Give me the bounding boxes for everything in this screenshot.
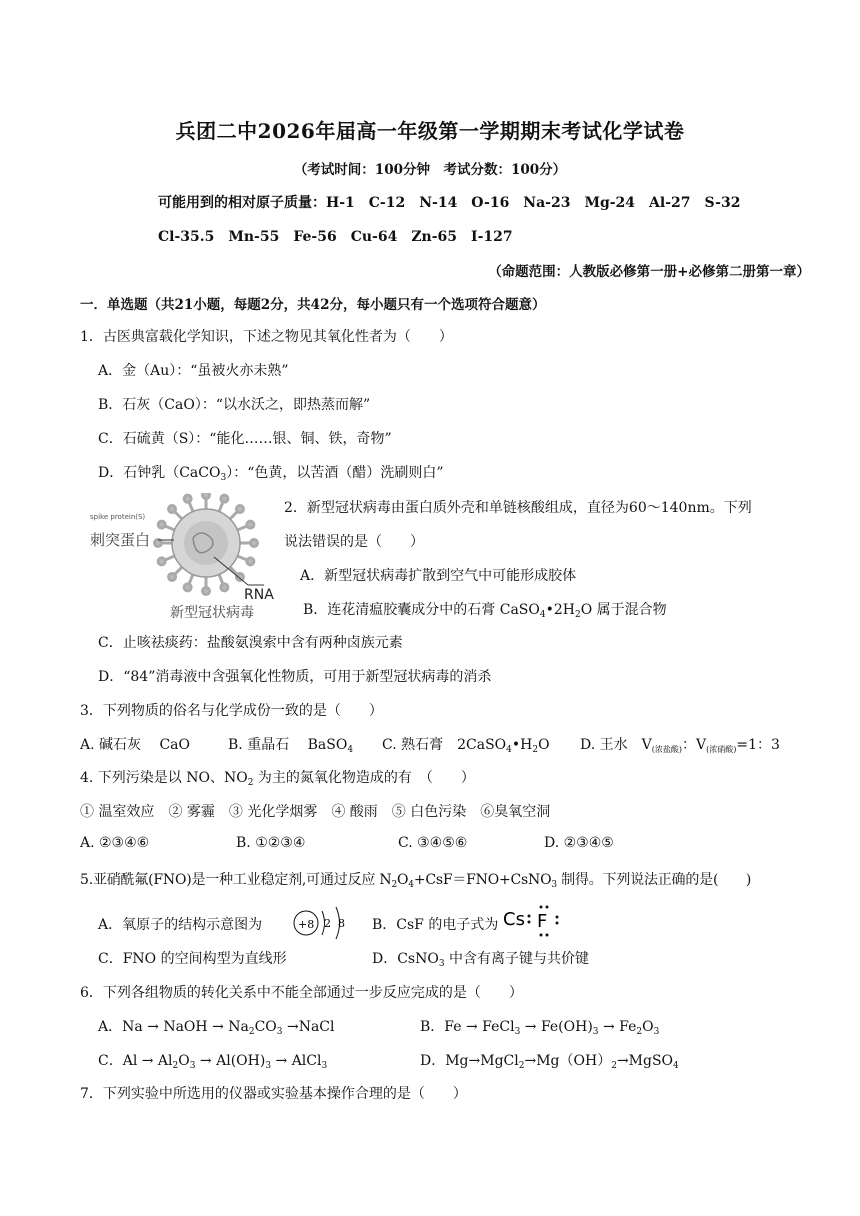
- q1-stem: 1．古医典富载化学知识，下述之物见其氧化性者为（ ）: [80, 329, 453, 345]
- f-symbol: F: [537, 911, 548, 932]
- virus-spike-tip: [203, 493, 210, 499]
- q6-option-d: D．$Mg\to MgCl_2\to Mg(OH)_2\to MgSO_4$: [420, 1053, 679, 1071]
- virus-spike-tip: [247, 521, 254, 528]
- virus-spike-tip: [158, 558, 165, 565]
- q4-items: ① 温室效应 ② 雾霾 ③ 光化学烟雾 ④ 酸雨 ⑤ 白色污染 ⑥臭氧空洞: [80, 804, 551, 820]
- q2-option-a: A．新型冠状病毒扩散到空气中可能形成胶体: [300, 568, 577, 584]
- q4-option-d: D. ②③④⑤: [544, 835, 614, 851]
- q4-option-b: B. ①②③④: [236, 835, 306, 851]
- csf-electron-formula: [503, 899, 573, 939]
- atom-shell1-label: 2: [324, 917, 331, 930]
- q3-option-c: C. 熟石膏 $2CaSO_4•H_2O$: [382, 737, 550, 755]
- q6-option-b: B．Fe → FeCl$_3$ → $Fe(OH)_3 \to Fe_2O_3$: [420, 1019, 660, 1037]
- virus-spike-tip: [236, 506, 243, 513]
- virus-spike-tip: [221, 495, 228, 502]
- q1-option-b: B．石灰（CaO）：“以水沃之，即热蒸而解”: [98, 397, 371, 413]
- virus-caption: 新型冠状病毒: [170, 605, 254, 621]
- q2-option-b: B．连花清瘟胶囊成分中的石膏 $CaSO_4•2H_2O$ 属于混合物: [303, 602, 667, 620]
- q2-stem-line1: 2．新型冠状病毒由蛋白质外壳和单链核酸组成，直径为60～140nm。下列: [284, 500, 752, 516]
- q3-option-d: D. 王水 $V_{(浓盐酸)}$：$V_{(浓硝酸)}=1$：3: [580, 737, 780, 754]
- q3-stem: 3．下列物质的俗名与化学成份一致的是（ ）: [80, 703, 383, 719]
- virus-label-spike: 刺突蛋白: [90, 531, 151, 549]
- section-heading: 一．单选题（共21小题，每题2分，共42分，每小题只有一个选项符合题意）: [80, 297, 546, 313]
- virus-label-en: spike protein(S): [90, 513, 146, 521]
- exam-info: （考试时间：100分钟 考试分数：100分）: [293, 162, 567, 178]
- cs-symbol: Cs: [503, 909, 525, 930]
- q3-option-a: A. 碱石灰 CaO: [80, 737, 190, 753]
- q4-stem: 4. 下列污染是以 NO、$NO_2$ 为主的氮氧化物造成的有 （ ）: [80, 770, 475, 788]
- virus-spike-tip: [155, 540, 162, 547]
- q5-stem: 5.亚硝酰氟(FNO)是一种工业稳定剂,可通过反应 $N_2O_4+CsF=FNO+CsNO_3$ 制得。下列说法正确的是( ): [80, 872, 752, 890]
- q4-option-c: C. ③④⑤⑥: [398, 835, 468, 851]
- exam-title: 兵团二中2026年届高一年级第一学期期末考试化学试卷: [175, 119, 685, 143]
- virus-spike-tip: [169, 506, 176, 513]
- virus-spike-tip: [203, 588, 210, 595]
- oxygen-atom-structure-diagram: [292, 905, 352, 941]
- virus-spike-tip: [169, 573, 176, 580]
- q2-option-d: D．“84”消毒液中含强氧化性物质，可用于新型冠状病毒的消杀: [98, 669, 492, 685]
- atomic-mass-line1: 可能用到的相对原子质量：H-1 C-12 N-14 O-16 Na-23 Mg-24 Al-27 S-32: [158, 195, 741, 211]
- q6-option-a: A．Na → NaOH → $Na_2CO_3$ →NaCl: [98, 1019, 335, 1037]
- atomic-mass-line2: Cl-35.5 Mn-55 Fe-56 Cu-64 Zn-65 I-127: [158, 229, 513, 245]
- q4-option-a: A. ②③④⑥: [80, 835, 150, 851]
- q5-option-a: A．氧原子的结构示意图为: [98, 917, 263, 933]
- q7-stem: 7．下列实验中所选用的仪器或实验基本操作合理的是（ ）: [80, 1086, 467, 1102]
- exam-scope: （命题范围：人教版必修第一册+必修第二册第一章）: [488, 264, 810, 280]
- virus-spike-tip: [158, 521, 165, 528]
- q6-option-c: C．$Al \to Al_2O_3 \to Al(OH)_3$ → AlCl$_3$: [98, 1053, 328, 1071]
- q1-option-c: C．石硫黄（S）：“能化……银、铜、铁，奇物”: [98, 431, 392, 447]
- virus-spike-tip: [221, 584, 228, 591]
- virus-spike-tip: [184, 495, 191, 502]
- atom-shell2-label: 8: [338, 917, 345, 930]
- q2-stem-line2: 说法错误的是（ ）: [284, 534, 424, 550]
- q3-option-b: B. 重晶石 BaSO$_4$: [228, 737, 354, 755]
- q2-option-c: C．止咳祛痰药：盐酸氨溴索中含有两种卤族元素: [98, 635, 403, 651]
- q1-option-a: A．金（Au）：“虽被火亦未熟”: [98, 363, 289, 379]
- virus-spike-tip: [251, 540, 258, 547]
- virus-spike-tip: [247, 558, 254, 565]
- q5-option-c: C．FNO 的空间构型为直线形: [98, 951, 287, 967]
- atom-nucleus-label: +8: [298, 918, 315, 931]
- q5-option-d: D．CsNO$_3$ 中含有离子键与共价键: [372, 951, 590, 969]
- virus-label-rna: RNA: [244, 587, 274, 603]
- virus-spike-tip: [184, 584, 191, 591]
- q5-option-b: B．CsF 的电子式为: [372, 917, 499, 933]
- coronavirus-illustration: [88, 493, 278, 623]
- q6-stem: 6．下列各组物质的转化关系中不能全部通过一步反应完成的是（ ）: [80, 985, 523, 1001]
- q1-option-d: D．石钟乳（CaCO$_3$）：“色黄，以苦酒（醋）洗刷则白”: [98, 465, 444, 483]
